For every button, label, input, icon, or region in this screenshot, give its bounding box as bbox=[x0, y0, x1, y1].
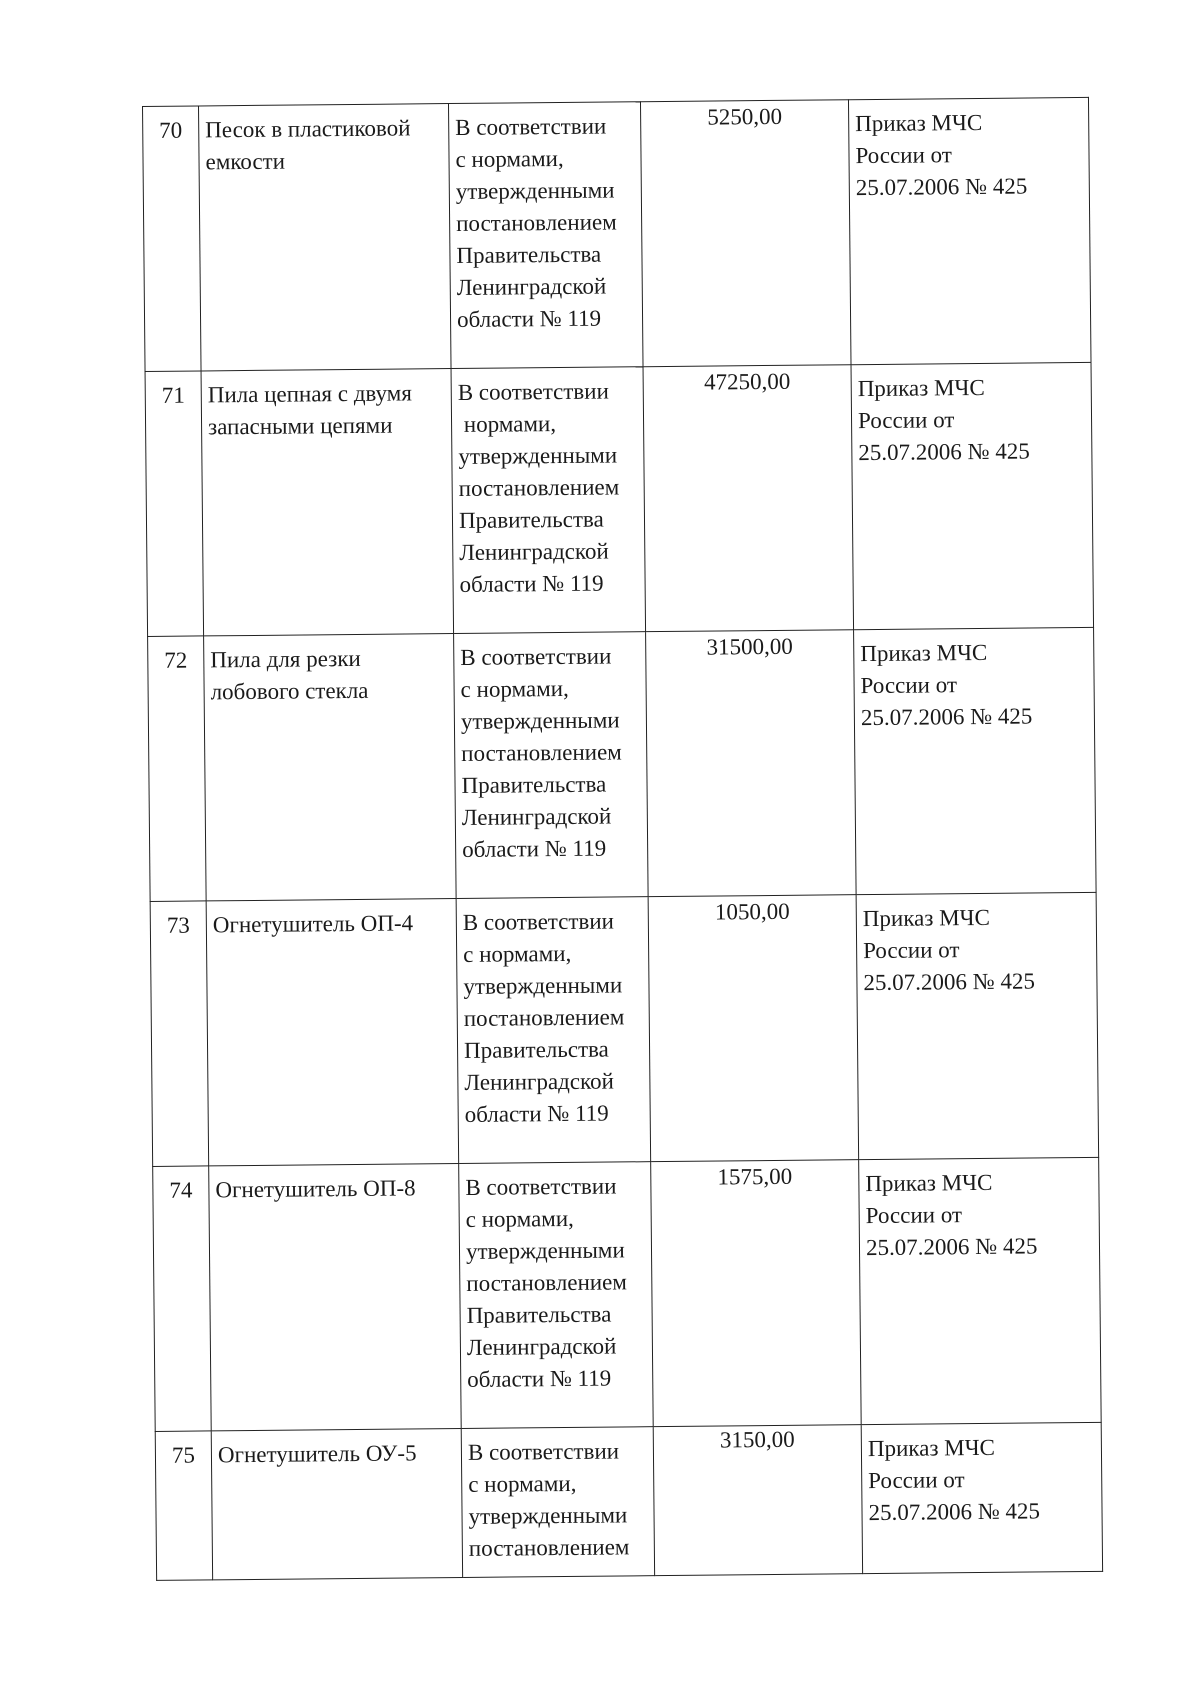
basis-line: постановлением bbox=[468, 1534, 630, 1561]
order-line: Приказ МЧС bbox=[860, 639, 988, 667]
item-name-line: Огнетушитель ОП-8 bbox=[215, 1175, 416, 1203]
table-row bbox=[143, 97, 1092, 371]
price-value: 31500,00 bbox=[706, 633, 793, 660]
basis-line: с нормами, bbox=[465, 1205, 574, 1232]
basis-line: постановлением bbox=[463, 1004, 625, 1031]
price-value: 3150,00 bbox=[719, 1426, 795, 1453]
row-number-cell: 71 bbox=[145, 371, 204, 637]
price-cell bbox=[646, 630, 857, 897]
basis-line: В соответствии bbox=[467, 1438, 620, 1465]
item-name-line: Огнетушитель ОП-4 bbox=[212, 910, 414, 938]
basis-line: В соответствии bbox=[457, 378, 609, 405]
basis-line: утвержденными bbox=[463, 972, 623, 999]
basis-cell bbox=[459, 1162, 654, 1429]
basis-line: постановлением bbox=[461, 739, 622, 766]
basis-line: Ленинградской bbox=[466, 1333, 617, 1360]
basis-line: постановлением bbox=[466, 1269, 627, 1296]
order-line: России от bbox=[865, 1202, 963, 1229]
order-line: России от bbox=[868, 1467, 965, 1494]
item-name-line: Огнетушитель ОУ-5 bbox=[217, 1440, 417, 1468]
basis-line: утвержденными bbox=[465, 1237, 625, 1264]
order-line: России от bbox=[860, 672, 958, 699]
basis-line: постановлением bbox=[456, 209, 617, 236]
item-name-line: емкости bbox=[205, 148, 286, 175]
basis-line: с нормами, bbox=[460, 675, 569, 702]
basis-line: В соответствии bbox=[465, 1173, 617, 1200]
item-name-line: запасными цепями bbox=[207, 412, 393, 440]
price-value: 5250,00 bbox=[707, 103, 783, 130]
table-row bbox=[148, 627, 1097, 901]
basis-line: Ленинградской bbox=[459, 538, 609, 565]
price-cell bbox=[648, 895, 859, 1162]
item-name-line: Пила для резки bbox=[210, 645, 361, 673]
row-number-cell: 74 bbox=[153, 1166, 212, 1432]
basis-cell bbox=[461, 1427, 654, 1578]
row-number-cell: 73 bbox=[150, 901, 209, 1167]
item-name-line: Песок в пластиковой bbox=[205, 115, 411, 143]
order-line: 25.07.2006 № 425 bbox=[860, 703, 1033, 731]
row-number-cell: 72 bbox=[148, 636, 207, 902]
row-number-cell: 75 bbox=[155, 1431, 212, 1581]
table-row bbox=[150, 892, 1099, 1166]
item-name-cell bbox=[204, 634, 457, 901]
price-value: 47250,00 bbox=[703, 368, 791, 395]
order-cell bbox=[854, 627, 1097, 894]
order-cell bbox=[861, 1422, 1102, 1573]
basis-line: области № 119 bbox=[456, 305, 602, 332]
item-name-line: лобового стекла bbox=[210, 677, 369, 705]
basis-line: утвержденными bbox=[468, 1502, 628, 1529]
price-cell bbox=[653, 1425, 862, 1576]
item-name-line: Пила цепная с двумя bbox=[207, 380, 412, 408]
table-row bbox=[155, 1422, 1102, 1580]
order-line: 25.07.2006 № 425 bbox=[855, 173, 1028, 201]
basis-line: В соответствии bbox=[460, 643, 612, 670]
basis-line: Правительства bbox=[461, 771, 607, 798]
basis-line: области № 119 bbox=[464, 1100, 609, 1127]
item-name-cell bbox=[206, 899, 459, 1166]
order-line: 25.07.2006 № 425 bbox=[858, 438, 1030, 466]
order-line: России от bbox=[857, 407, 955, 434]
basis-cell bbox=[451, 367, 646, 634]
order-line: Приказ МЧС bbox=[865, 1169, 993, 1197]
basis-line: с нормами, bbox=[463, 940, 572, 967]
table-row bbox=[145, 362, 1094, 636]
basis-line: области № 119 bbox=[467, 1365, 612, 1392]
basis-line: Правительства bbox=[463, 1036, 609, 1063]
basis-line: нормами, bbox=[457, 411, 557, 437]
order-cell bbox=[859, 1157, 1102, 1424]
order-line: Приказ МЧС bbox=[867, 1434, 996, 1462]
basis-line: области № 119 bbox=[462, 835, 607, 862]
price-table bbox=[142, 97, 1103, 1581]
order-line: 25.07.2006 № 425 bbox=[868, 1498, 1041, 1526]
price-cell bbox=[643, 365, 854, 632]
basis-line: Ленинградской bbox=[461, 803, 612, 830]
order-cell bbox=[856, 892, 1099, 1159]
item-name-cell bbox=[209, 1164, 462, 1431]
order-line: 25.07.2006 № 425 bbox=[865, 1233, 1038, 1261]
order-line: России от bbox=[863, 937, 960, 964]
basis-line: Правительства bbox=[456, 241, 602, 268]
order-line: России от bbox=[855, 142, 952, 169]
basis-line: Ленинградской bbox=[456, 273, 607, 300]
item-name-cell bbox=[211, 1428, 462, 1579]
row-number-cell: 70 bbox=[143, 106, 202, 372]
basis-line: В соответствии bbox=[455, 113, 607, 140]
basis-line: области № 119 bbox=[459, 570, 604, 597]
basis-cell bbox=[454, 632, 649, 899]
order-line: Приказ МЧС bbox=[862, 904, 990, 932]
basis-line: В соответствии bbox=[462, 908, 615, 935]
basis-cell bbox=[456, 897, 651, 1164]
price-value: 1050,00 bbox=[714, 898, 790, 925]
order-line: 25.07.2006 № 425 bbox=[863, 968, 1036, 996]
order-line: Приказ МЧС bbox=[857, 374, 985, 402]
item-name-cell bbox=[201, 369, 454, 636]
price-cell bbox=[640, 100, 851, 367]
basis-line: утвержденными bbox=[458, 442, 618, 469]
order-cell bbox=[848, 97, 1091, 364]
basis-cell bbox=[448, 102, 643, 369]
basis-line: с нормами, bbox=[455, 145, 564, 172]
price-cell bbox=[651, 1160, 862, 1427]
item-name-cell bbox=[199, 104, 452, 371]
price-value: 1575,00 bbox=[717, 1163, 793, 1190]
table-row bbox=[153, 1157, 1102, 1431]
basis-line: Правительства bbox=[466, 1301, 612, 1328]
order-line: Приказ МЧС bbox=[855, 109, 983, 137]
basis-line: Правительства bbox=[458, 506, 604, 533]
order-cell bbox=[851, 362, 1094, 629]
basis-line: утвержденными bbox=[455, 177, 615, 204]
basis-line: постановлением bbox=[458, 474, 620, 501]
basis-line: утвержденными bbox=[460, 707, 620, 734]
basis-line: с нормами, bbox=[468, 1470, 577, 1497]
basis-line: Ленинградской bbox=[464, 1068, 614, 1095]
